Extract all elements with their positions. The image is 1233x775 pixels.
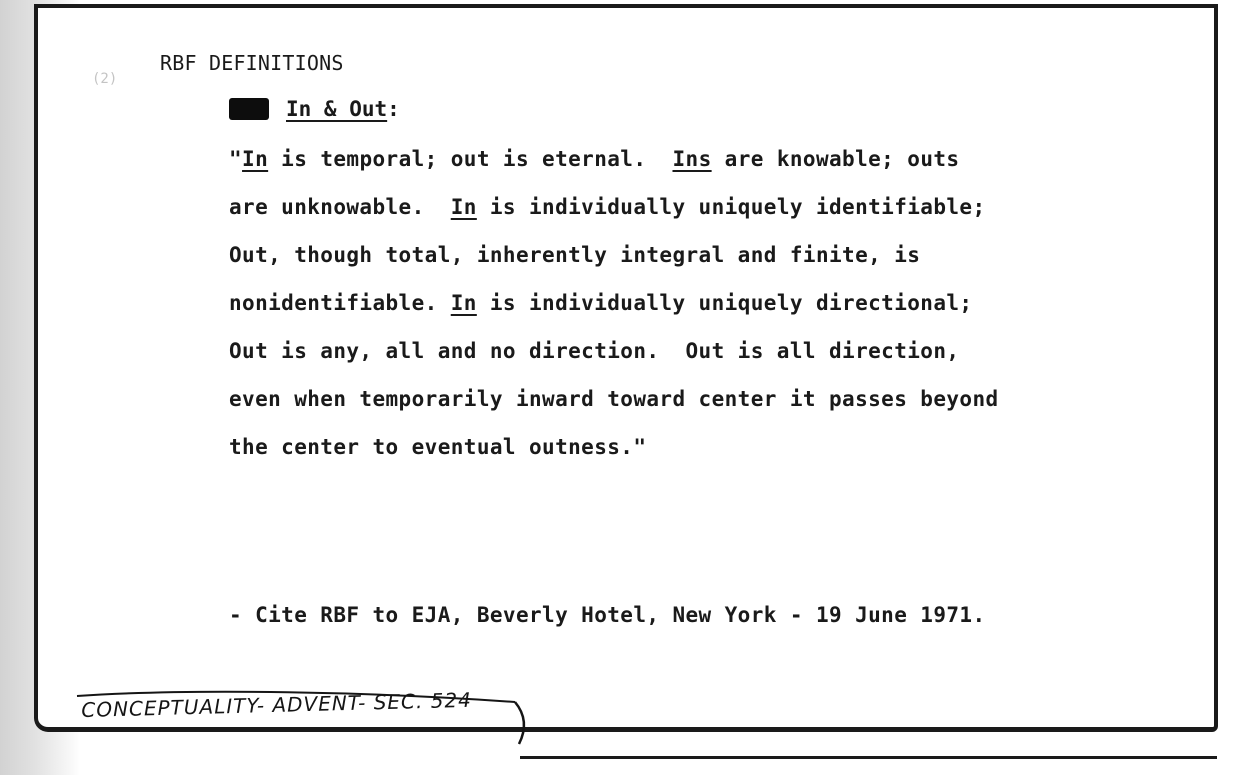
term-heading bbox=[229, 97, 400, 121]
quote-line bbox=[229, 242, 920, 268]
underlined-term: Ins bbox=[672, 147, 712, 171]
redaction-block bbox=[229, 98, 269, 120]
quote-line bbox=[229, 434, 646, 460]
handwritten-note bbox=[75, 687, 535, 750]
quote-text: the center to eventual outness." bbox=[229, 435, 647, 459]
page-title: RBF DEFINITIONS bbox=[160, 51, 344, 75]
term-label: In & Out bbox=[286, 97, 388, 121]
quote-line bbox=[229, 194, 986, 220]
citation: - Cite RBF to EJA, Beverly Hotel, New York - 19 June 1971. bbox=[229, 603, 986, 627]
quote-line bbox=[229, 146, 959, 172]
quote-text: are knowable; outs bbox=[711, 147, 960, 171]
underlined-term: In bbox=[242, 147, 269, 171]
quote-text: even when temporarily inward toward center it passes beyond bbox=[229, 387, 999, 411]
term-suffix: : bbox=[387, 97, 400, 121]
quote-text: are unknowable. bbox=[229, 195, 451, 219]
quote-text: is temporal; out is eternal. bbox=[268, 147, 673, 171]
quote-text: nonidentifiable. bbox=[229, 291, 451, 315]
quote-line bbox=[229, 338, 959, 364]
underlined-term: In bbox=[450, 291, 477, 315]
handwritten-note-text: CONCEPTUALITY- ADVENT- SEC. 524 bbox=[81, 687, 473, 722]
quote-line bbox=[229, 386, 999, 412]
quote-text: Out, though total, inherently integral and finite, is bbox=[229, 243, 921, 267]
quote-text: is individually uniquely identifiable; bbox=[476, 195, 986, 219]
underlined-term: In bbox=[450, 195, 477, 219]
quote-text: is individually uniquely directional; bbox=[476, 291, 973, 315]
quote-text: " bbox=[229, 147, 243, 171]
quote-line bbox=[229, 290, 972, 316]
scan-margin bbox=[1227, 0, 1233, 775]
quote-text: Out is any, all and no direction. Out is all direction, bbox=[229, 339, 960, 363]
scan-edge bbox=[520, 756, 1217, 759]
margin-mark: (2) bbox=[92, 71, 118, 87]
